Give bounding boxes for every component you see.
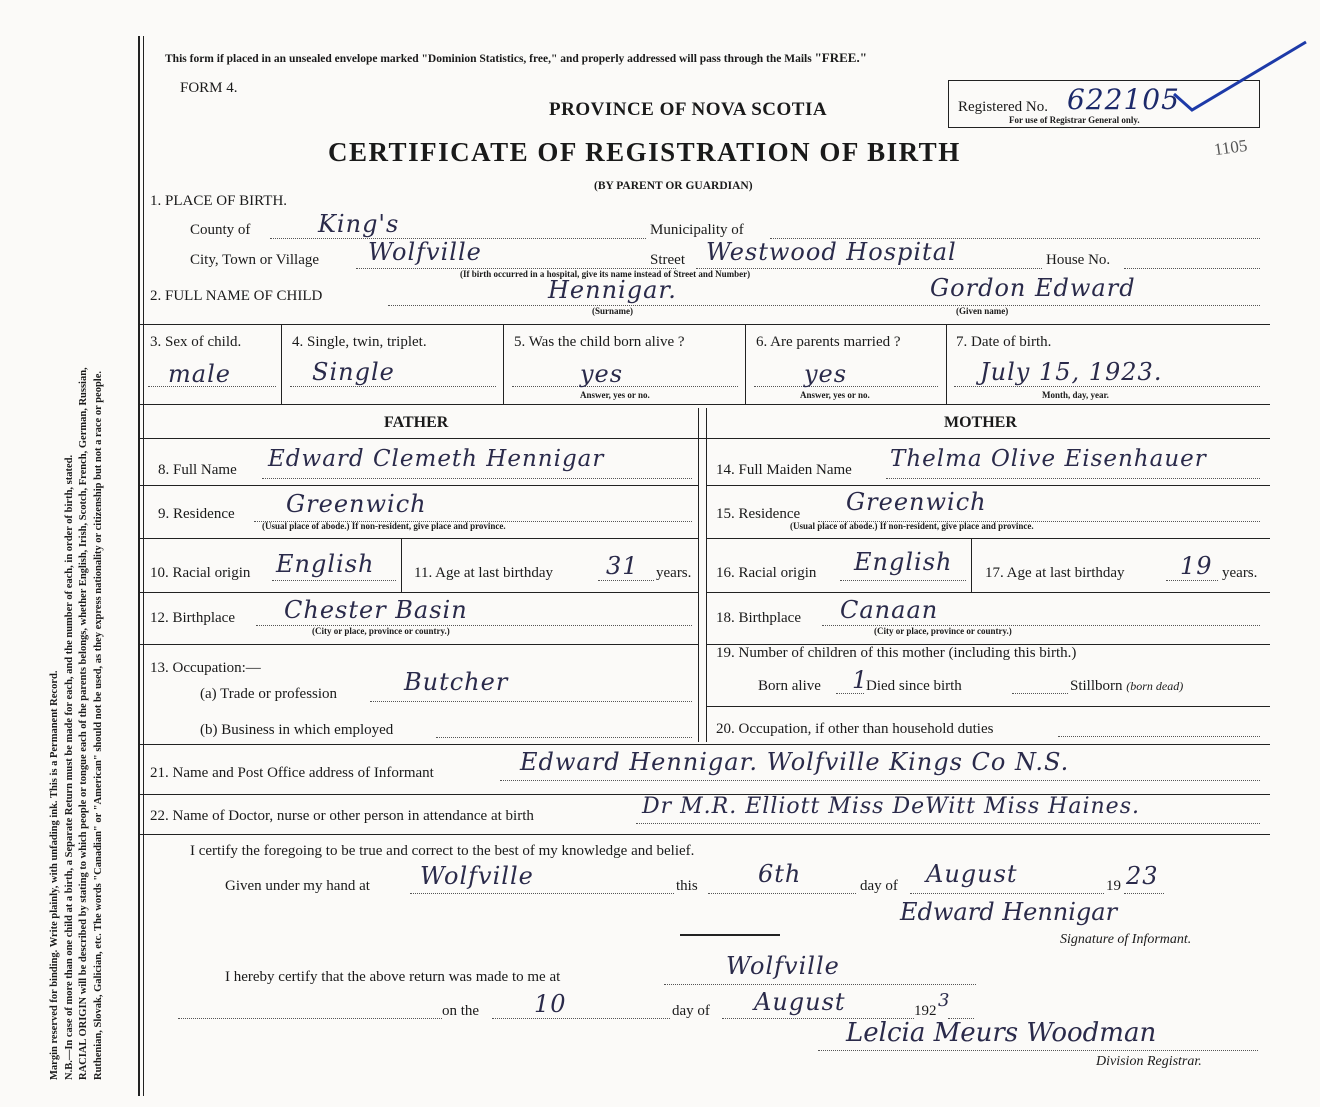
born-alive-question: 5. Was the child born alive ?: [514, 334, 685, 350]
registrar-note: For use of Registrar General only.: [1009, 115, 1140, 125]
informant-label: 21. Name and Post Office address of Informant: [150, 765, 434, 781]
occupation-label: 13. Occupation:—: [150, 660, 261, 676]
father-age-label: 11. Age at last birthday: [414, 565, 553, 581]
certificate-subtitle: (BY PARENT OR GUARDIAN): [594, 180, 753, 192]
father-name-label: 8. Full Name: [158, 462, 237, 478]
child-surname: Hennigar.: [548, 276, 677, 304]
mother-age-label: 17. Age at last birthday: [985, 565, 1125, 581]
mother-birthplace-label: 18. Birthplace: [716, 610, 801, 626]
this-label: this: [676, 878, 698, 894]
place-of-birth-label: 1. PLACE OF BIRTH.: [150, 193, 288, 209]
mother-age: 19: [1180, 552, 1213, 580]
stamp-number: 1105: [1212, 135, 1249, 160]
father-birthplace-note: (City or place, province or country.): [312, 626, 450, 636]
house-label: House No.: [1046, 252, 1111, 268]
registrar-signature: Lelcia Meurs Woodman: [846, 1018, 1157, 1048]
hospital-note: (If birth occurred in a hospital, give its name instead of Street and Number): [460, 269, 751, 279]
registrar-statement: I hereby certify that the above return was made to me at: [225, 969, 561, 985]
sex-value: male: [168, 360, 231, 388]
sex-label: 3. Sex of child.: [150, 334, 242, 350]
city-label: City, Town or Village: [190, 252, 320, 268]
born-alive-label: Born alive: [758, 678, 821, 694]
margin-note: N.B.—In case of more than one child at a birth, a Separate Return must be made for each, and the number of each, in order of birth, stated.: [63, 454, 75, 1080]
binding-line: [138, 36, 140, 1096]
given-name-label: (Given name): [956, 306, 1009, 316]
children-count-label: 19. Number of children of this mother (including this birth.): [716, 645, 1077, 661]
registered-number: 622105: [1067, 83, 1180, 116]
mother-birthplace-note: (City or place, province or country.): [874, 626, 1012, 636]
city-value: Wolfville: [368, 238, 482, 266]
father-birthplace: Chester Basin: [284, 596, 468, 624]
answer-note: Answer, yes or no.: [800, 390, 870, 400]
father-years-label: years.: [656, 565, 692, 581]
father-residence: Greenwich: [286, 490, 427, 518]
province-heading: PROVINCE OF NOVA SCOTIA: [549, 99, 828, 120]
certify-statement: I certify the foregoing to be true and correct to the best of my knowledge and belief.: [190, 843, 695, 859]
mail-note: This form if placed in an unsealed envelope marked "Dominion Statistics, free," and properly addressed will pass through the Mails "FREE.": [165, 50, 867, 65]
stillborn-label: Stillborn (born dead): [1070, 678, 1184, 694]
given-month: August: [926, 860, 1018, 888]
mother-name: Thelma Olive Eisenhauer: [890, 446, 1207, 472]
married-question: 6. Are parents married ?: [756, 334, 901, 350]
father-name: Edward Clemeth Hennigar: [268, 446, 605, 472]
informant-value: Edward Hennigar. Wolfville Kings Co N.S.: [520, 748, 1070, 776]
given-place: Wolfville: [420, 862, 534, 890]
father-residence-label: 9. Residence: [158, 506, 235, 522]
dob-label: 7. Date of birth.: [956, 334, 1052, 350]
mother-race: English: [854, 548, 953, 576]
father-abode-note: (Usual place of abode.) If non-resident, give place and province.: [262, 521, 506, 531]
mother-abode-note: (Usual place of abode.) If non-resident, give place and province.: [790, 521, 1034, 531]
margin-note: Ruthenian, Slovak, Galician, etc. The words "Canadian" or "American" should not be used, as they express nationality or citizenship but not a race or people.: [92, 371, 104, 1080]
day-of-label: day of: [860, 878, 898, 894]
given-day: 6th: [758, 860, 802, 888]
dob-note: Month, day, year.: [1042, 390, 1109, 400]
born-alive-answer: yes: [580, 360, 624, 388]
mother-residence: Greenwich: [846, 488, 987, 516]
mother-years-label: years.: [1222, 565, 1258, 581]
registrar-place: Wolfville: [726, 952, 840, 980]
child-given-name: Gordon Edward: [930, 274, 1136, 302]
margin-notes: [48, 40, 106, 1080]
reg-day-of-label: day of: [672, 1003, 710, 1019]
father-birthplace-label: 12. Birthplace: [150, 610, 235, 626]
division-registrar-label: Division Registrar.: [1096, 1054, 1202, 1069]
registered-label: Registered No.: [958, 99, 1048, 115]
child-name-label: 2. FULL NAME OF CHILD: [150, 288, 323, 304]
mother-heading: MOTHER: [944, 414, 1017, 431]
answer-note: Answer, yes or no.: [580, 390, 650, 400]
given-year-prefix: 19: [1106, 878, 1121, 894]
check-mark-icon: [1170, 36, 1310, 116]
married-answer: yes: [804, 360, 848, 388]
born-alive-count: 1: [852, 666, 869, 694]
binding-line-inner: [143, 36, 144, 1096]
father-age: 31: [606, 552, 639, 580]
father-heading: FATHER: [384, 414, 449, 431]
certificate-title: CERTIFICATE OF REGISTRATION OF BIRTH: [328, 137, 961, 167]
doctor-label: 22. Name of Doctor, nurse or other person in attendance at birth: [150, 808, 534, 824]
municipality-label: Municipality of: [650, 222, 744, 238]
informant-signature: Edward Hennigar: [900, 898, 1118, 926]
given-year: 23: [1126, 862, 1159, 890]
reg-year-prefix: 192: [914, 1003, 937, 1019]
on-the-label: on the: [442, 1003, 480, 1019]
plurality-value: Single: [312, 358, 395, 386]
dob-value: July 15, 1923.: [980, 358, 1163, 386]
mother-race-label: 16. Racial origin: [716, 565, 817, 581]
mother-birthplace: Canaan: [840, 596, 939, 624]
died-since-birth-label: Died since birth: [866, 678, 962, 694]
doctor-value: Dr M.R. Elliott Miss DeWitt Miss Haines.: [642, 794, 1140, 819]
business-label: (b) Business in which employed: [200, 722, 394, 738]
county-value: King's: [318, 210, 400, 238]
father-race: English: [276, 550, 375, 578]
mother-name-label: 14. Full Maiden Name: [716, 462, 852, 478]
street-value: Westwood Hospital: [706, 238, 957, 266]
registration-year: 3: [938, 990, 951, 1011]
mother-occupation-label: 20. Occupation, if other than household duties: [716, 721, 994, 737]
form-number: FORM 4.: [180, 80, 238, 96]
informant-signature-label: Signature of Informant.: [1060, 932, 1192, 947]
street-label: Street: [650, 252, 685, 268]
trade-label: (a) Trade or profession: [200, 686, 338, 702]
surname-label: (Surname): [592, 306, 633, 316]
county-label: County of: [190, 222, 251, 238]
margin-note: RACIAL ORIGIN will be described by stating to which people or tongue each of the parents belongs, whether English, Irish, Scotch, French, German, Russian,: [78, 367, 90, 1080]
father-race-label: 10. Racial origin: [150, 565, 251, 581]
margin-note: Margin reserved for binding. Write plainly, with unfading ink. This is a Permanent Record.: [49, 670, 60, 1080]
trade-value: Butcher: [404, 668, 509, 696]
given-under-hand-label: Given under my hand at: [225, 878, 370, 894]
mother-residence-label: 15. Residence: [716, 506, 801, 522]
registration-day: 10: [534, 990, 567, 1018]
plurality-label: 4. Single, twin, triplet.: [292, 334, 427, 350]
registration-month: August: [754, 988, 846, 1016]
